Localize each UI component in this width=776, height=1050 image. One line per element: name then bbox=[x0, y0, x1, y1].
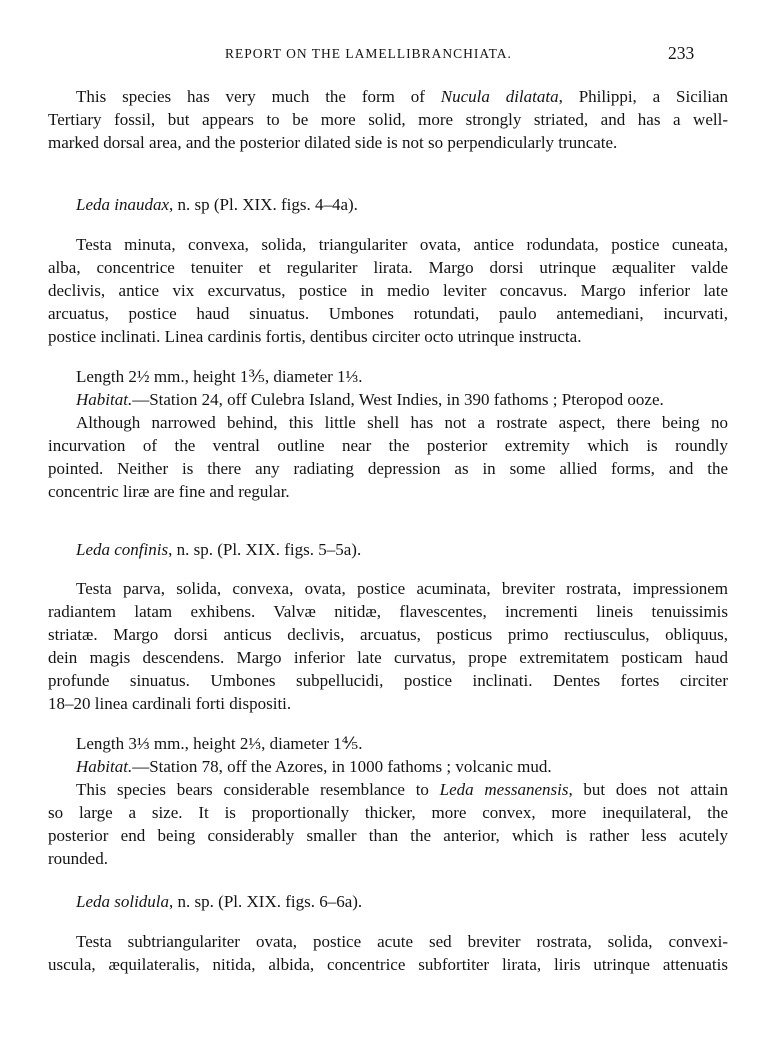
paragraph-line: marked dorsal area, and the posterior dilated side is not so perpendicularly truncate. bbox=[48, 133, 618, 152]
habitat-label: Habitat. bbox=[76, 757, 133, 776]
species-ref: , n. sp. (Pl. XIX. figs. 6–6a). bbox=[169, 892, 363, 911]
species-name: Leda inaudax bbox=[76, 195, 170, 214]
paragraph-line: Tertiary fossil, but appears to be more solid, more strongly striated, and has a well- bbox=[48, 110, 728, 129]
remark-line: concentric liræ are fine and regular. bbox=[48, 482, 290, 501]
latin-line: declivis, antice vix excurvatus, postice in medio leviter concavus. Margo inferior late bbox=[48, 281, 728, 300]
remark-line: Although narrowed behind, this little shell has not a rostrate aspect, there being no bbox=[76, 413, 728, 432]
species-name: Leda solidula bbox=[76, 892, 170, 911]
habitat-text: —Station 78, off the Azores, in 1000 fathoms ; volcanic mud. bbox=[132, 757, 552, 776]
text-run: , but does not attain bbox=[568, 780, 728, 799]
habitat-text: —Station 24, off Culebra Island, West Indies, in 390 fathoms ; Pteropod ooze. bbox=[132, 390, 664, 409]
species-name: Leda confinis bbox=[76, 540, 169, 559]
text-run: , Philippi, a Sicilian bbox=[558, 87, 728, 106]
habitat-label: Habitat. bbox=[76, 390, 133, 409]
latin-line: uscula, æquilateralis, nitida, albida, concentrice subfortiter lirata, liris utrinque attenuatis bbox=[48, 955, 728, 974]
page-number: 233 bbox=[668, 43, 695, 63]
latin-line: arcuatus, postice haud sinuatus. Umbones rotundati, paulo antemediani, incurvati, bbox=[48, 304, 728, 323]
running-title: REPORT ON THE LAMELLIBRANCHIATA. bbox=[225, 46, 512, 61]
latin-line: radiantem latam exhibens. Valvæ nitidæ, flavescentes, incrementi lineis tenuissimis bbox=[48, 602, 728, 621]
taxon-name: Nucula dilatata bbox=[440, 87, 559, 106]
species-heading bbox=[76, 539, 756, 561]
latin-line: Testa parva, solida, convexa, ovata, postice acuminata, breviter rostrata, impressionem bbox=[76, 579, 728, 598]
latin-line: postice inclinati. Linea cardinis fortis, dentibus circiter octo utrinque instructa. bbox=[48, 327, 582, 346]
latin-line: Testa subtriangulariter ovata, postice acute sed breviter rostrata, solida, convexi- bbox=[76, 932, 728, 951]
species-heading bbox=[76, 194, 756, 216]
latin-line: dein magis descendens. Margo inferior late curvatus, prope extremitatem posticam haud bbox=[48, 648, 728, 667]
remark-line: posterior end being considerably smaller than the anterior, which is rather less acutely bbox=[48, 826, 728, 845]
measurements: Length 2½ mm., height 1⅗, diameter 1⅓. bbox=[76, 367, 363, 386]
latin-line: alba, concentrice tenuiter et regulariter lirata. Margo dorsi utrinque æqualiter valde bbox=[48, 258, 728, 277]
remark-line: rounded. bbox=[48, 849, 108, 868]
habitat-line bbox=[48, 389, 728, 411]
habitat-line bbox=[48, 756, 728, 778]
latin-line: Testa minuta, convexa, solida, triangulariter ovata, antice rodundata, postice cuneata, bbox=[76, 235, 728, 254]
remark-line bbox=[48, 779, 728, 801]
remark-line: pointed. Neither is there any radiating depression as in some allied forms, and the bbox=[48, 459, 728, 478]
species-ref: , n. sp. (Pl. XIX. figs. 5–5a). bbox=[168, 540, 362, 559]
text-run: This species has very much the form of bbox=[76, 87, 441, 106]
paragraph-line bbox=[48, 86, 728, 108]
remark-line: incurvation of the ventral outline near the posterior extremity which is roundly bbox=[48, 436, 728, 455]
species-ref: , n. sp (Pl. XIX. figs. 4–4a). bbox=[169, 195, 358, 214]
page-header bbox=[0, 40, 776, 70]
taxon-name: Leda messanensis bbox=[439, 780, 569, 799]
text-run: This species bears considerable resemblance to bbox=[76, 780, 440, 799]
latin-line: 18–20 linea cardinali forti dispositi. bbox=[48, 694, 292, 713]
latin-line: profunde sinuatus. Umbones subpellucidi, postice inclinati. Dentes fortes circiter bbox=[48, 671, 728, 690]
measurements: Length 3⅓ mm., height 2⅓, diameter 1⅘. bbox=[76, 734, 363, 753]
remark-line: so large a size. It is proportionally thicker, more convex, more inequilateral, the bbox=[48, 803, 728, 822]
species-heading bbox=[76, 891, 756, 913]
latin-line: striatæ. Margo dorsi anticus declivis, arcuatus, posticus primo rectiusculus, obliquus, bbox=[48, 625, 728, 644]
